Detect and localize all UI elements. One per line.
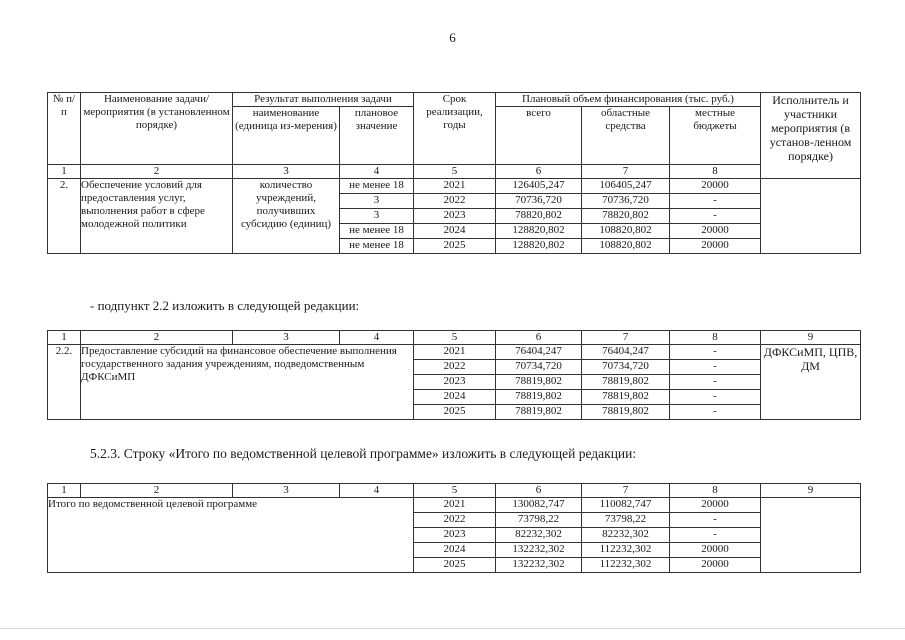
header-result-plan: плановое значение <box>340 107 414 165</box>
year-cell: 2023 <box>414 375 496 390</box>
regional-cell: 108820,802 <box>582 224 670 239</box>
col-number: 6 <box>496 331 582 345</box>
header-result-name: наименование (единица из-мерения) <box>233 107 340 165</box>
total-cell: 78819,802 <box>496 405 582 420</box>
page-edge-divider <box>0 628 905 629</box>
total-cell: 132232,302 <box>496 543 582 558</box>
total-cell: 128820,802 <box>496 239 582 254</box>
year-cell: 2021 <box>414 345 496 360</box>
col-number: 5 <box>414 331 496 345</box>
instruction-text: - подпункт 2.2 изложить в следующей редакции: <box>90 298 360 313</box>
col-number: 5 <box>414 165 496 179</box>
local-cell: 20000 <box>670 558 761 573</box>
total-cell: 128820,802 <box>496 224 582 239</box>
total-cell: 82232,302 <box>496 528 582 543</box>
col-number: 1 <box>48 484 81 498</box>
row-name: Предоставление субсидий на финансовое обеспечение выполнения государственного задания учреждениям, подведомственным ДФКСиМП <box>81 345 414 420</box>
year-cell: 2025 <box>414 405 496 420</box>
year-cell: 2025 <box>414 239 496 254</box>
col-number: 7 <box>582 484 670 498</box>
total-cell: 78820,802 <box>496 209 582 224</box>
total-row-label: Итого по ведомственной целевой программе <box>48 498 414 573</box>
year-cell: 2025 <box>414 558 496 573</box>
regional-cell: 76404,247 <box>582 345 670 360</box>
col-number: 3 <box>233 165 340 179</box>
plan-value: не менее 18 <box>340 224 414 239</box>
col-number: 2 <box>81 331 233 345</box>
local-cell: - <box>670 528 761 543</box>
row-number: 2. <box>48 179 81 254</box>
year-cell: 2022 <box>414 360 496 375</box>
col-number: 9 <box>761 484 861 498</box>
instruction-text: 5.2.3. Строку «Итого по ведомственной целевой программе» изложить в следующей редакции: <box>90 446 637 461</box>
col-number: 4 <box>340 331 414 345</box>
local-cell: 20000 <box>670 239 761 254</box>
header-total: всего <box>496 107 582 165</box>
year-cell: 2022 <box>414 194 496 209</box>
regional-cell: 78819,802 <box>582 405 670 420</box>
regional-cell: 112232,302 <box>582 543 670 558</box>
year-cell: 2022 <box>414 513 496 528</box>
plan-value: 3 <box>340 194 414 209</box>
row-number: 2.2. <box>48 345 81 420</box>
local-cell: - <box>670 194 761 209</box>
regional-cell: 78820,802 <box>582 209 670 224</box>
col-number: 8 <box>670 165 761 179</box>
regional-cell: 78819,802 <box>582 375 670 390</box>
plan-value: 3 <box>340 209 414 224</box>
year-cell: 2023 <box>414 528 496 543</box>
row-name: Обеспечение условий для предоставления услуг, выполнения работ в сфере молодежной политики <box>81 179 233 254</box>
col-number: 7 <box>582 165 670 179</box>
regional-cell: 112232,302 <box>582 558 670 573</box>
executor-cell <box>761 179 861 254</box>
col-number: 2 <box>81 165 233 179</box>
year-cell: 2024 <box>414 224 496 239</box>
local-cell: - <box>670 345 761 360</box>
col-number: 5 <box>414 484 496 498</box>
total-cell: 70736,720 <box>496 194 582 209</box>
regional-cell: 70734,720 <box>582 360 670 375</box>
col-number: 9 <box>761 331 861 345</box>
total-cell: 70734,720 <box>496 360 582 375</box>
col-number: 6 <box>496 165 582 179</box>
local-cell: 20000 <box>670 179 761 194</box>
col-number: 8 <box>670 484 761 498</box>
header-regional: областные средства <box>582 107 670 165</box>
plan-value: не менее 18 <box>340 239 414 254</box>
year-cell: 2021 <box>414 179 496 194</box>
total-cell: 126405,247 <box>496 179 582 194</box>
regional-cell: 108820,802 <box>582 239 670 254</box>
header-result: Результат выполнения задачи <box>233 93 414 107</box>
year-cell: 2021 <box>414 498 496 513</box>
regional-cell: 82232,302 <box>582 528 670 543</box>
year-cell: 2024 <box>414 543 496 558</box>
total-cell: 78819,802 <box>496 390 582 405</box>
header-finance: Плановый объем финансирования (тыс. руб.) <box>496 93 761 107</box>
executor-cell: ДФКСиМП, ЦПВ, ДМ <box>761 345 861 420</box>
header-num: № п/п <box>48 93 81 165</box>
table-program-total <box>47 483 861 573</box>
table-task-2 <box>47 92 861 254</box>
local-cell: 20000 <box>670 543 761 558</box>
local-cell: - <box>670 375 761 390</box>
col-number: 1 <box>48 165 81 179</box>
year-cell: 2023 <box>414 209 496 224</box>
regional-cell: 78819,802 <box>582 390 670 405</box>
header-executor: Исполнитель и участники мероприятия (в установ-ленном порядке) <box>761 93 861 179</box>
regional-cell: 70736,720 <box>582 194 670 209</box>
total-cell: 132232,302 <box>496 558 582 573</box>
local-cell: - <box>670 360 761 375</box>
page-number: 6 <box>449 30 456 45</box>
total-cell: 130082,747 <box>496 498 582 513</box>
col-number: 3 <box>233 331 340 345</box>
col-number: 4 <box>340 165 414 179</box>
col-number: 3 <box>233 484 340 498</box>
local-cell: - <box>670 390 761 405</box>
col-number: 7 <box>582 331 670 345</box>
local-cell: 20000 <box>670 224 761 239</box>
total-cell: 76404,247 <box>496 345 582 360</box>
col-number: 8 <box>670 331 761 345</box>
col-number: 2 <box>81 484 233 498</box>
local-cell: - <box>670 513 761 528</box>
local-cell: - <box>670 209 761 224</box>
header-term: Срок реализации, годы <box>414 93 496 165</box>
total-cell: 73798,22 <box>496 513 582 528</box>
col-number: 6 <box>496 484 582 498</box>
regional-cell: 110082,747 <box>582 498 670 513</box>
header-local: местные бюджеты <box>670 107 761 165</box>
year-cell: 2024 <box>414 390 496 405</box>
header-name: Наименование задачи/ мероприятия (в установленном порядке) <box>81 93 233 165</box>
executor-cell <box>761 498 861 573</box>
local-cell: 20000 <box>670 498 761 513</box>
regional-cell: 106405,247 <box>582 179 670 194</box>
table-subitem-2-2 <box>47 330 861 420</box>
indicator-name: количество учреждений, получивших субсидию (единиц) <box>233 179 340 254</box>
col-number: 4 <box>340 484 414 498</box>
plan-value: не менее 18 <box>340 179 414 194</box>
total-cell: 78819,802 <box>496 375 582 390</box>
col-number: 1 <box>48 331 81 345</box>
local-cell: - <box>670 405 761 420</box>
regional-cell: 73798,22 <box>582 513 670 528</box>
